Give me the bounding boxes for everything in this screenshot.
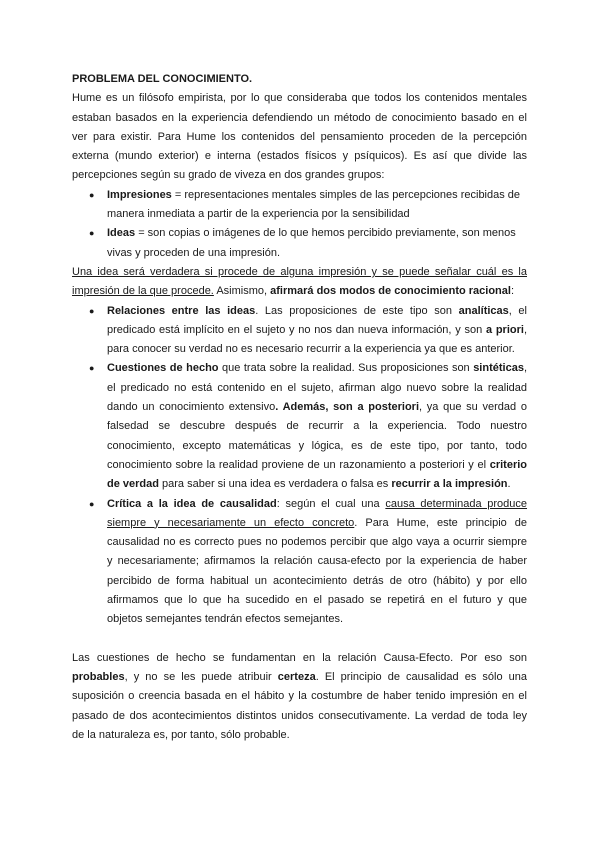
text: suposición o creencia basada en el hábito y la costumbre de haber tenido impresión en el <box>72 690 527 703</box>
list-item-cuestiones <box>72 359 527 494</box>
bullet-icon: ● <box>89 189 95 200</box>
list-item-critica <box>72 495 527 630</box>
text: de la naturaleza es, por tanto, sólo probable. <box>72 728 290 741</box>
bullet-icon: ● <box>89 228 95 239</box>
bullet-icon: ● <box>89 498 95 509</box>
list-item-ideas <box>72 224 527 263</box>
bold-text: de verdad <box>107 478 159 491</box>
bold-text: . Además, son <box>275 401 358 414</box>
document-page <box>72 70 527 745</box>
bold-text: afirmará dos modos de conocimiento racional <box>270 285 511 298</box>
intro-line: percepciones según su grado de viveza en dos grandes grupos: <box>72 169 385 182</box>
bold-text: Relaciones entre las ideas <box>107 304 256 317</box>
conclusion-paragraph <box>72 649 527 745</box>
text: manera inmediata a partir de la experiencia por la sensibilidad <box>107 208 410 221</box>
text: . Las proposiciones de este tipo son <box>255 304 459 317</box>
intro-paragraph <box>72 89 527 185</box>
text: conocimiento, excepto matemáticas y lógica, es de este tipo, por tanto, todo <box>107 439 527 452</box>
bold-text: certeza <box>277 670 316 683</box>
text: = representaciones mentales simples de las percepciones recibidas de <box>171 188 521 201</box>
text: Las cuestiones de hecho se fundamentan en la relación Causa-Efecto. Por eso son <box>72 651 527 664</box>
underlined-text: impresión de la que procede. <box>72 285 214 298</box>
text: . <box>507 478 511 491</box>
underlined-text: causa determinada produce <box>385 497 528 510</box>
intro-line: ver para existir. Para Hume los contenidos del pensamiento proceden de la percepción <box>72 130 527 143</box>
underlined-text: siempre y necesariamente un efecto concreto <box>107 516 355 529</box>
list-item-relaciones <box>72 302 527 360</box>
text: conocimiento sobre la realidad proviene de un razonamiento a posteriori y el <box>107 458 490 471</box>
bold-text: Cuestiones de hecho <box>107 362 219 375</box>
text: el predicado no está contenido en el sujeto, afirman algo nuevo sobre la realidad <box>107 381 527 394</box>
intro-line: externa (mundo exterior) e interna (estados físicos y psíquicos). Es así que divide las <box>72 150 527 163</box>
intro-line: Hume es un filósofo empirista, por lo que consideraba que todos los contenidos mentales <box>72 92 527 105</box>
text: para conocer su verdad no es necesario recurrir a la experiencia ya que es anterior. <box>107 343 515 356</box>
term-bold: Ideas <box>107 227 136 240</box>
text: percibido de forma habitual un acontecimiento detrás de otro (hábito) y por ello <box>107 574 527 587</box>
page-title: PROBLEMA DEL CONOCIMIENTO. <box>72 73 253 85</box>
text: Asimismo, <box>213 285 271 298</box>
text: , ya que su verdad o <box>419 401 527 414</box>
text: objetos semejantes tendrán efectos semejantes. <box>107 613 344 626</box>
bold-text: probables <box>72 670 125 683</box>
bullet-icon: ● <box>89 363 95 374</box>
text: que trata sobre la realidad. Sus proposiciones son <box>218 362 474 375</box>
bold-text: sintéticas <box>473 362 524 375</box>
text: . El principio de causalidad es sólo una <box>315 670 527 683</box>
text: causalidad no es correcto pues no podemos percibir que algo vaya a ocurrir siempre <box>107 536 527 549</box>
text: , y no se les puede atribuir <box>124 670 278 683</box>
text: . Para Hume, este principio de <box>354 516 527 529</box>
intro-line: estaban basados en la experiencia defendiendo un método de conocimiento basado en el <box>72 111 527 124</box>
text: , <box>523 362 527 375</box>
list-item-impresiones <box>72 186 527 225</box>
text: dando un conocimiento extensivo <box>107 401 276 414</box>
term-bold: Impresiones <box>107 188 172 201</box>
underlined-text: Una idea será verdadera si procede de alguna impresión y se puede señalar cuál es la <box>72 265 527 278</box>
truth-paragraph <box>72 263 527 302</box>
bold-text: a priori <box>485 323 524 336</box>
text: y necesariamente; afirmamos la relación causa-efecto por la experiencia de haber <box>107 555 527 568</box>
text: , el <box>508 304 527 317</box>
text: = son copias o imágenes de lo que hemos percibido previamente, son menos <box>135 227 516 240</box>
bold-text: recurrir a la impresión <box>391 478 508 491</box>
text: para saber si una idea es verdadera o falsa es <box>158 478 392 491</box>
text: predicado está implícito en el sujeto y no nos dan nueva información, y son <box>107 323 486 336</box>
bold-text: criterio <box>489 458 527 471</box>
text: , <box>523 323 527 336</box>
text: falsedad se descubre después de recurrir a la experiencia. Todo nuestro <box>107 420 527 433</box>
text: : según el cual una <box>276 497 386 510</box>
bold-text: a posteriori <box>357 401 420 414</box>
text: afirmamos que lo que ha sucedido en el pasado se repetirá en el futuro y que <box>107 594 527 607</box>
text: vivas y proceden de una impresión. <box>107 246 281 259</box>
text: pasado de dos acontecimientos distintos unidos consecutivamente. La verdad de toda ley <box>72 709 527 722</box>
paragraph-gap <box>72 630 527 649</box>
bold-text: analíticas <box>458 304 509 317</box>
bullet-icon: ● <box>89 305 95 316</box>
bold-text: Crítica a la idea de causalidad <box>107 497 277 510</box>
text: : <box>510 285 515 298</box>
